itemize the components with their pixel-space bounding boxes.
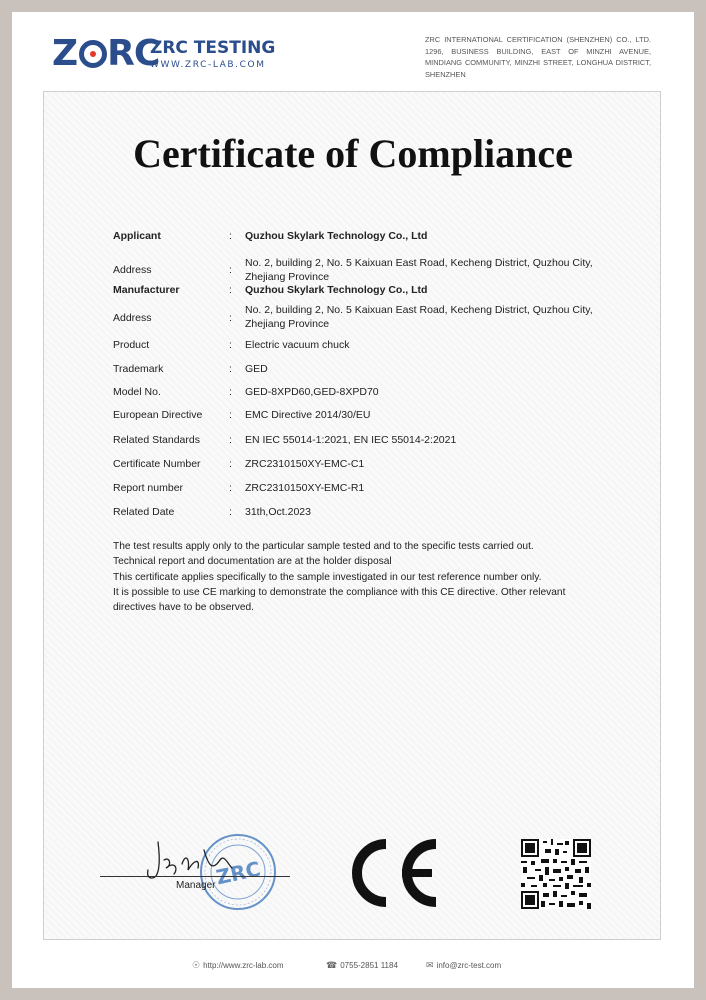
envelope-icon: ✉: [426, 960, 434, 970]
field-value: No. 2, building 2, No. 5 Kaixuan East Road, Kecheng District, Quzhou City, Zhejiang Province: [245, 257, 593, 283]
globe-icon: ☉: [192, 960, 201, 970]
field-separator: :: [229, 434, 232, 446]
field-separator: :: [229, 339, 232, 351]
logo-mark: Z RC: [52, 33, 160, 74]
certificate-notes: [113, 539, 583, 615]
website-text: http://www.zrc-lab.com: [203, 961, 284, 970]
field-label: Model No.: [113, 386, 161, 398]
field-value: Quzhou Skylark Technology Co., Ltd: [245, 230, 428, 242]
field-label: Trademark: [113, 363, 164, 375]
field-value: GED: [245, 363, 268, 375]
signature-block: [100, 830, 300, 920]
signature-role: Manager: [176, 880, 216, 891]
field-label: Address: [113, 264, 152, 276]
field-label: Certificate Number: [113, 458, 201, 470]
field-separator: :: [229, 506, 232, 518]
field-label: European Directive: [113, 409, 203, 421]
field-label: Product: [113, 339, 150, 351]
field-separator: :: [229, 284, 232, 296]
ce-mark-icon: [344, 838, 440, 908]
svg-text:ZRC: ZRC: [213, 856, 263, 890]
certificate-title: Certificate of Compliance: [133, 131, 573, 176]
field-label: Report number: [113, 482, 184, 494]
field-value: EN IEC 55014-1:2021, EN IEC 55014-2:2021: [245, 434, 457, 446]
field-separator: :: [229, 386, 232, 398]
field-value: ZRC2310150XY-EMC-C1: [245, 458, 365, 470]
field-label: Address: [113, 312, 152, 324]
field-label: Applicant: [113, 230, 161, 242]
field-separator: :: [229, 482, 232, 494]
footer-email[interactable]: [426, 958, 501, 973]
logo-url: WWW.ZRC-LAB.COM: [150, 60, 266, 70]
field-value: 31th,Oct.2023: [245, 506, 311, 518]
footer-website[interactable]: [192, 958, 284, 973]
zrc-logo: [52, 34, 282, 78]
field-separator: :: [229, 264, 232, 276]
phone-text: 0755-2851 1184: [340, 961, 398, 970]
logo-name: ZRC TESTING: [150, 38, 276, 58]
field-label: Related Date: [113, 506, 175, 518]
field-separator: :: [229, 230, 232, 242]
field-separator: :: [229, 363, 232, 375]
email-text: info@zrc-test.com: [436, 961, 502, 970]
signature-graphic: [100, 830, 300, 920]
note-line: Technical report and documentation are at the holder disposal: [113, 556, 392, 568]
field-label: Manufacturer: [113, 284, 180, 296]
field-value: Quzhou Skylark Technology Co., Ltd: [245, 284, 428, 296]
note-line: It is possible to use CE marking to demonstrate the compliance with this CE directive. Other relevant directives have to be observed.: [113, 586, 566, 614]
footer: [0, 958, 706, 972]
field-value: GED-8XPD60,GED-8XPD70: [245, 386, 379, 398]
note-line: This certificate applies specifically to the sample investigated in our test reference number only.: [113, 571, 542, 583]
signature-line: [100, 876, 290, 877]
field-label: Related Standards: [113, 434, 200, 446]
field-value: No. 2, building 2, No. 5 Kaixuan East Road, Kecheng District, Quzhou City, Zhejiang Province: [245, 304, 593, 330]
note-line: The test results apply only to the particular sample tested and to the specific tests carried out.: [113, 541, 534, 552]
field-separator: :: [229, 409, 232, 421]
company-address: ZRC INTERNATIONAL CERTIFICATION (SHENZHEN) CO., LTD. 1296, BUSINESS BUILDING, EAST OF MINZHI AVENUE, MINDIANG COMMUNITY, MINZHI STREET, LONGHUA DISTRICT, SHENZHEN: [425, 35, 651, 79]
company-seal: [201, 835, 275, 909]
field-value: EMC Directive 2014/30/EU: [245, 409, 371, 421]
field-value: ZRC2310150XY-EMC-R1: [245, 482, 365, 494]
field-separator: :: [229, 312, 232, 324]
phone-icon: ☎: [326, 960, 338, 970]
qr-code-icon: [521, 839, 591, 909]
field-separator: :: [229, 458, 232, 470]
field-value: Electric vacuum chuck: [245, 339, 350, 351]
logo-ring-icon: [79, 40, 107, 68]
footer-phone: [326, 958, 398, 973]
